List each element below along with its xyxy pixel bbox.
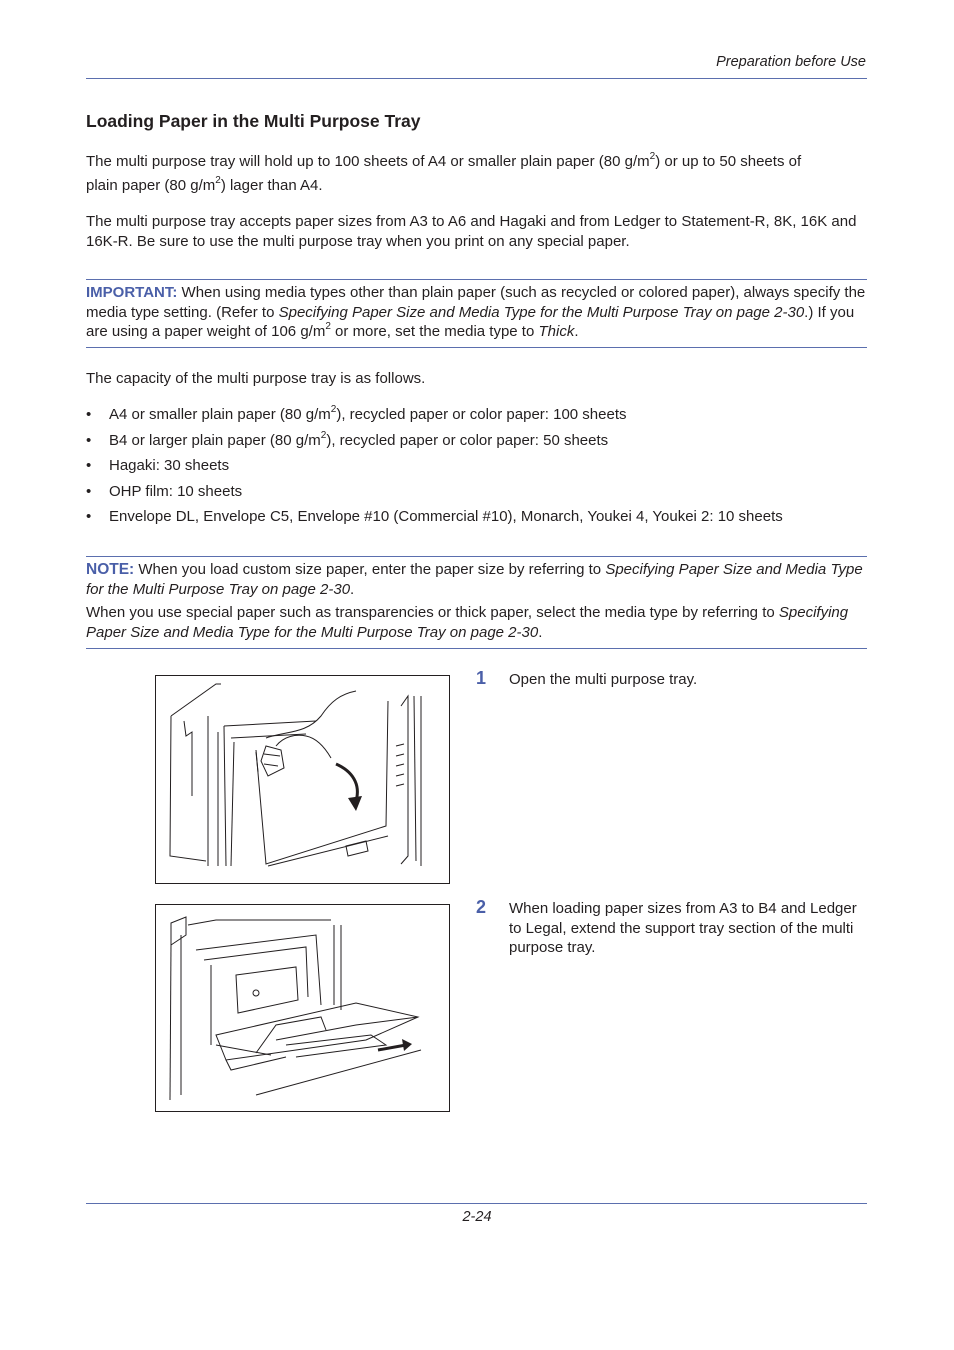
intro-text: plain paper (80 g/m [86,177,216,194]
bullet: • [86,508,92,525]
running-header: Preparation before Use [716,54,866,70]
footer-rule [86,1203,867,1204]
list-item [86,479,783,505]
list-item [86,428,783,454]
step-1-text: Open the multi purpose tray. [509,671,698,688]
media-type-thick: Thick [538,323,575,340]
intro-text: ) lager than A4. [220,177,323,194]
important-label: IMPORTANT: [86,284,178,301]
cross-reference-link[interactable]: Specifying Paper Size and Media Type for the Multi Purpose Tray on page 2-30 [86,604,849,641]
capacity-intro: The capacity of the multi purpose tray is as follows. [86,370,426,387]
important-text: . [574,323,579,340]
note-paragraph-2 [86,603,871,642]
note-top-rule [86,556,867,557]
note-text: When you use special paper such as transparencies or thick paper, select the media type by referring to [86,604,779,621]
important-bottom-rule [86,347,867,348]
header-rule [86,78,867,79]
important-text: .) If you are using a paper weight of 106 g/m [86,303,855,340]
superscript: 2 [325,321,331,332]
note-text: When you load custom size paper, enter the paper size by referring to [134,561,606,578]
superscript: 2 [330,404,337,415]
important-note [86,283,871,342]
open-tray-illustration [156,676,449,883]
note-text: . [538,623,543,641]
item-text: B4 or larger plain paper (80 g/m [109,431,321,449]
list-item [86,402,783,428]
item-text: OHP film: 10 sheets [109,482,243,500]
item-text: Envelope DL, Envelope C5, Envelope #10 (Commercial #10), Monarch, Youkei 4, Youkei 2: 10 sheets [109,508,783,525]
important-text: When using media types other than plain paper (such as recycled or colored paper), always specify the media type setting. (Refer to [86,284,866,321]
superscript: 2 [649,151,656,162]
cross-reference-link[interactable]: Specifying Paper Size and Media Type for the Multi Purpose Tray on page 2-30 [278,303,805,321]
step-2-illustration [155,904,450,1112]
item-text: A4 or smaller plain paper (80 g/m [109,406,331,423]
capacity-list [86,402,783,530]
item-text: ), recycled paper or color paper: 50 sheets [326,431,609,449]
note-text: . [350,580,355,598]
intro-paragraph-1 [86,150,871,198]
superscript: 2 [320,429,327,441]
bullet: • [86,406,92,423]
page-number: 2-24 [462,1209,492,1225]
note-bottom-rule [86,648,867,649]
important-top-rule [86,279,867,280]
bullet: • [86,431,92,449]
step-1-number: 1 [476,668,487,688]
cross-reference-link[interactable]: Specifying Paper Size and Media Type for the Multi Purpose Tray on page 2-30 [86,561,863,598]
extend-support-tray-illustration [156,905,449,1111]
note-paragraph-1 [86,560,871,599]
intro-text: The multi purpose tray will hold up to 100 sheets of A4 or smaller plain paper (80 g/m [86,153,650,170]
step-1-illustration [155,675,450,884]
list-item [86,504,783,530]
section-title: Loading Paper in the Multi Purpose Tray [86,111,421,131]
important-text: or more, set the media type to [330,323,539,340]
bullet: • [86,457,92,474]
note-label: NOTE: [86,561,135,578]
item-text: Hagaki: 30 sheets [109,457,230,474]
step-2-text: When loading paper sizes from A3 to B4 and Ledger to Legal, extend the support tray section of the multi purpose tray. [509,900,857,956]
superscript: 2 [215,175,221,186]
intro-text: ) or up to 50 sheets of [655,153,802,170]
intro-paragraph-2: The multi purpose tray accepts paper sizes from A3 to A6 and Hagaki and from Ledger to Statement-R, 8K, 16K and 16K-R. Be sure to use the multi purpose tray when you print on any special paper. [86,213,857,250]
bullet: • [86,482,92,500]
item-text: ), recycled paper or color paper: 100 sheets [336,406,627,423]
list-item [86,453,783,479]
step-2-number: 2 [476,897,487,917]
